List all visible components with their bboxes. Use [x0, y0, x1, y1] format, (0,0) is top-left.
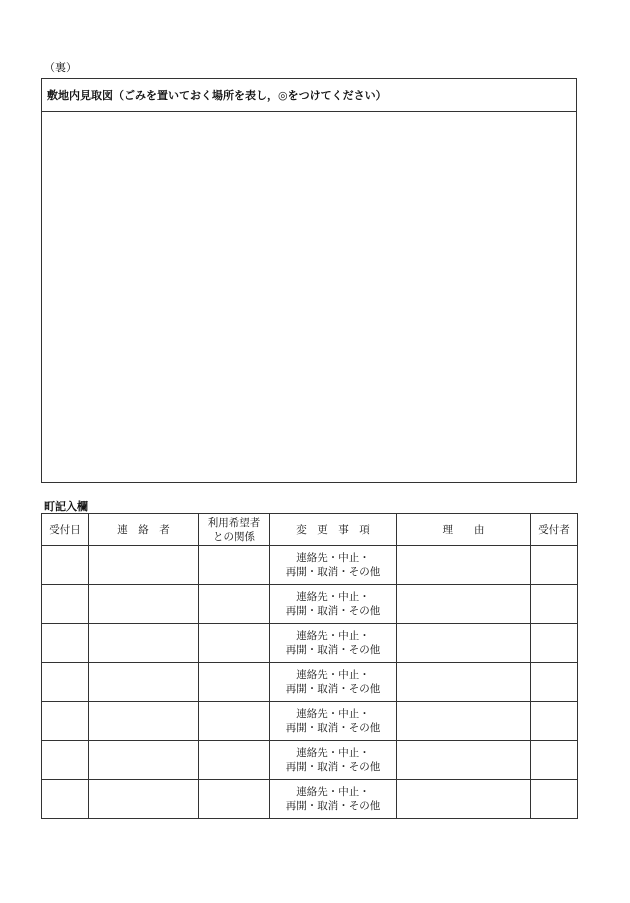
header-change-items: 変 更 事 項 [270, 514, 397, 546]
table-row [42, 780, 578, 819]
receiver-cell[interactable] [531, 741, 578, 780]
header-contact: 連 絡 者 [89, 514, 199, 546]
receiver-cell[interactable] [531, 663, 578, 702]
received-date-cell[interactable] [42, 663, 89, 702]
received-date-cell[interactable] [42, 546, 89, 585]
reason-cell[interactable] [397, 546, 531, 585]
change-items-cell[interactable] [270, 546, 397, 585]
header-reason: 理 由 [397, 514, 531, 546]
contact-cell[interactable] [89, 624, 199, 663]
town-entry-title: 町記入欄 [44, 500, 88, 513]
contact-cell[interactable] [89, 546, 199, 585]
received-date-cell[interactable] [42, 702, 89, 741]
relation-cell[interactable] [199, 663, 270, 702]
received-date-cell[interactable] [42, 585, 89, 624]
receiver-cell[interactable] [531, 624, 578, 663]
change-options-line2: 再開・取消・その他 [285, 761, 381, 773]
receiver-cell[interactable] [531, 546, 578, 585]
relation-cell[interactable] [199, 741, 270, 780]
change-options-line2: 再開・取消・その他 [285, 566, 381, 578]
header-receiver: 受付者 [531, 514, 578, 546]
change-options-line2: 再開・取消・その他 [285, 683, 381, 695]
relation-cell[interactable] [199, 780, 270, 819]
change-items-cell[interactable] [270, 780, 397, 819]
change-options-line2: 再開・取消・その他 [285, 722, 381, 734]
table-row [42, 663, 578, 702]
change-items-cell[interactable] [270, 702, 397, 741]
change-options-line1: 連絡先・中止・ [296, 708, 370, 720]
contact-cell[interactable] [89, 702, 199, 741]
table-row [42, 741, 578, 780]
reason-cell[interactable] [397, 702, 531, 741]
table-row [42, 702, 578, 741]
receiver-cell[interactable] [531, 702, 578, 741]
change-items-cell[interactable] [270, 663, 397, 702]
relation-cell[interactable] [199, 585, 270, 624]
received-date-cell[interactable] [42, 780, 89, 819]
header-relation [199, 514, 270, 546]
table-row [42, 624, 578, 663]
received-date-cell[interactable] [42, 741, 89, 780]
page-side-label: （裏） [44, 61, 77, 74]
reason-cell[interactable] [397, 585, 531, 624]
contact-cell[interactable] [89, 663, 199, 702]
table-row [42, 546, 578, 585]
change-items-cell[interactable] [270, 624, 397, 663]
contact-cell[interactable] [89, 585, 199, 624]
change-items-cell[interactable] [270, 741, 397, 780]
change-options-line2: 再開・取消・その他 [285, 605, 381, 617]
change-options-line1: 連絡先・中止・ [296, 747, 370, 759]
change-options-line1: 連絡先・中止・ [296, 591, 370, 603]
change-options-line1: 連絡先・中止・ [296, 786, 370, 798]
change-options-line1: 連絡先・中止・ [296, 669, 370, 681]
change-options-line2: 再開・取消・その他 [285, 644, 381, 656]
site-map-header: 敷地内見取図（ごみを置いておく場所を表し，◎をつけてください） [42, 79, 576, 112]
receiver-cell[interactable] [531, 780, 578, 819]
reason-cell[interactable] [397, 741, 531, 780]
reason-cell[interactable] [397, 624, 531, 663]
change-options-line1: 連絡先・中止・ [296, 552, 370, 564]
relation-cell[interactable] [199, 702, 270, 741]
contact-cell[interactable] [89, 780, 199, 819]
header-relation-line2: との関係 [213, 530, 255, 543]
site-map-drawing-area[interactable] [42, 112, 576, 483]
relation-cell[interactable] [199, 546, 270, 585]
header-relation-line1: 利用希望者 [207, 516, 261, 529]
table-row [42, 585, 578, 624]
change-options-line1: 連絡先・中止・ [296, 630, 370, 642]
table-header-row [42, 514, 578, 546]
reason-cell[interactable] [397, 780, 531, 819]
town-entry-table [41, 513, 578, 819]
header-received-date: 受付日 [42, 514, 89, 546]
receiver-cell[interactable] [531, 585, 578, 624]
reason-cell[interactable] [397, 663, 531, 702]
contact-cell[interactable] [89, 741, 199, 780]
relation-cell[interactable] [199, 624, 270, 663]
site-map-box [41, 78, 577, 483]
received-date-cell[interactable] [42, 624, 89, 663]
change-options-line2: 再開・取消・その他 [285, 800, 381, 812]
change-items-cell[interactable] [270, 585, 397, 624]
